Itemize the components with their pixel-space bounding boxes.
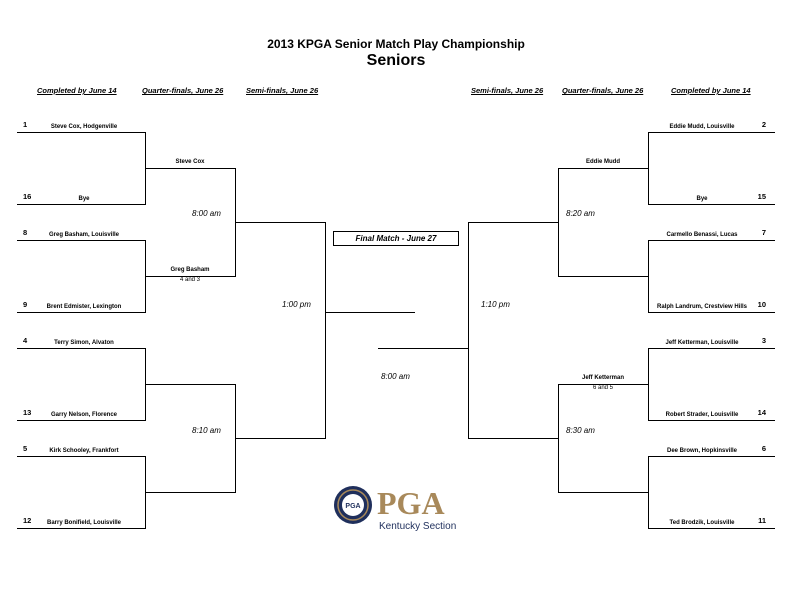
right-player-name: Carmello Benassi, Lucas	[666, 232, 738, 238]
right-r1-connector	[648, 240, 649, 313]
left-player-name: Steve Cox, Hodgenville	[50, 124, 118, 130]
right-r1-line	[648, 132, 775, 133]
right-qf-line	[558, 276, 648, 277]
left-seed: 8	[23, 228, 28, 237]
header-right-round1: Completed by June 14	[671, 86, 751, 95]
left-r1-line	[17, 204, 145, 205]
right-seed: 10	[757, 300, 766, 309]
right-seed: 3	[761, 336, 766, 345]
pga-seal-icon	[333, 481, 473, 533]
left-player-name: Terry Simon, Alvaton	[54, 340, 114, 346]
header-left-quarterfinals: Quarter-finals, June 26	[142, 86, 224, 95]
left-qf-time: 8:00 am	[192, 209, 221, 218]
left-seed: 12	[23, 516, 32, 525]
right-sf-line	[468, 222, 558, 223]
final-match-time: 8:00 am	[381, 372, 410, 381]
right-qf-connector	[558, 168, 559, 277]
division-title: Seniors	[366, 52, 426, 69]
seal-text: PGA	[345, 503, 361, 510]
right-qf-winner: Jeff Ketterman	[581, 375, 624, 381]
left-qf-line	[145, 168, 235, 169]
right-player-name: Eddie Mudd, Louisville	[669, 124, 735, 130]
right-r1-line	[648, 204, 775, 205]
right-player-name: Jeff Ketterman, Louisville	[665, 340, 739, 346]
left-player-name: Brent Edmister, Lexington	[46, 304, 122, 310]
left-qf-line	[145, 384, 235, 385]
left-player-name: Greg Basham, Louisville	[48, 232, 120, 238]
left-seed: 4	[23, 336, 28, 345]
right-sf-time: 1:10 pm	[481, 300, 510, 309]
left-seed: 13	[23, 408, 32, 417]
left-player-name: Kirk Schooley, Frankfort	[49, 448, 119, 454]
left-seed: 9	[23, 300, 28, 309]
header-left-semifinals: Semi-finals, June 26	[246, 86, 319, 95]
right-sf-connector	[468, 222, 469, 439]
left-qf-score: 4 and 3	[179, 277, 201, 283]
left-r1-line	[17, 132, 145, 133]
left-seed: 5	[23, 444, 28, 453]
right-player-name: Robert Strader, Louisville	[665, 412, 739, 418]
right-qf-time: 8:20 am	[566, 209, 595, 218]
left-r1-line	[17, 420, 145, 421]
left-player-name: Garry Nelson, Florence	[50, 412, 118, 418]
left-qf-time: 8:10 am	[192, 426, 221, 435]
logo-text: PGA	[377, 485, 445, 521]
right-r1-line	[648, 348, 775, 349]
right-qf-score: 6 and 5	[592, 385, 614, 391]
left-sf-time: 1:00 pm	[282, 300, 311, 309]
left-player-name: Bye	[78, 196, 90, 202]
left-sf-line	[235, 222, 325, 223]
right-seed: 15	[757, 192, 766, 201]
left-r1-line	[17, 240, 145, 241]
left-r1-line	[17, 528, 145, 529]
left-qf-winner: Greg Basham	[170, 267, 210, 273]
right-sf-line	[468, 438, 558, 439]
header-right-semifinals: Semi-finals, June 26	[471, 86, 544, 95]
right-seed: 14	[757, 408, 766, 417]
left-sf-connector	[325, 222, 326, 439]
left-r1-line	[17, 456, 145, 457]
right-player-name: Bye	[696, 196, 708, 202]
right-player-name: Dee Brown, Hopkinsville	[666, 448, 738, 454]
right-r1-connector	[648, 456, 649, 529]
right-r1-connector	[648, 132, 649, 205]
tournament-title: 2013 KPGA Senior Match Play Championship	[267, 37, 525, 51]
final-match-label: Final Match - June 27	[333, 231, 459, 246]
right-r1-line	[648, 456, 775, 457]
right-r1-line	[648, 528, 775, 529]
right-qf-line	[558, 492, 648, 493]
right-r1-line	[648, 240, 775, 241]
right-seed: 7	[761, 228, 766, 237]
right-qf-winner: Eddie Mudd	[586, 159, 620, 165]
right-qf-line	[558, 168, 648, 169]
left-seed: 16	[23, 192, 32, 201]
logo-caption: Kentucky Section	[379, 521, 457, 532]
left-sf-line	[235, 438, 325, 439]
right-r1-connector	[648, 348, 649, 421]
left-qf-winner: Steve Cox	[175, 159, 205, 165]
header-right-quarterfinals: Quarter-finals, June 26	[562, 86, 644, 95]
left-qf-line	[145, 492, 235, 493]
header-left-round1: Completed by June 14	[37, 86, 117, 95]
right-seed: 2	[761, 120, 766, 129]
right-final-line	[378, 348, 468, 349]
left-player-name: Barry Bonifield, Louisville	[46, 520, 121, 526]
right-seed: 11	[758, 516, 766, 525]
right-seed: 6	[761, 444, 766, 453]
right-player-name: Ralph Landrum, Crestview Hills	[656, 304, 748, 310]
left-seed: 1	[23, 120, 28, 129]
right-r1-line	[648, 420, 775, 421]
right-qf-connector	[558, 384, 559, 493]
left-r1-line	[17, 312, 145, 313]
left-final-line	[325, 312, 415, 313]
right-qf-time: 8:30 am	[566, 426, 595, 435]
right-r1-line	[648, 312, 775, 313]
right-player-name: Ted Brodzik, Louisville	[669, 520, 735, 526]
left-r1-line	[17, 348, 145, 349]
pga-kentucky-logo	[333, 481, 473, 533]
